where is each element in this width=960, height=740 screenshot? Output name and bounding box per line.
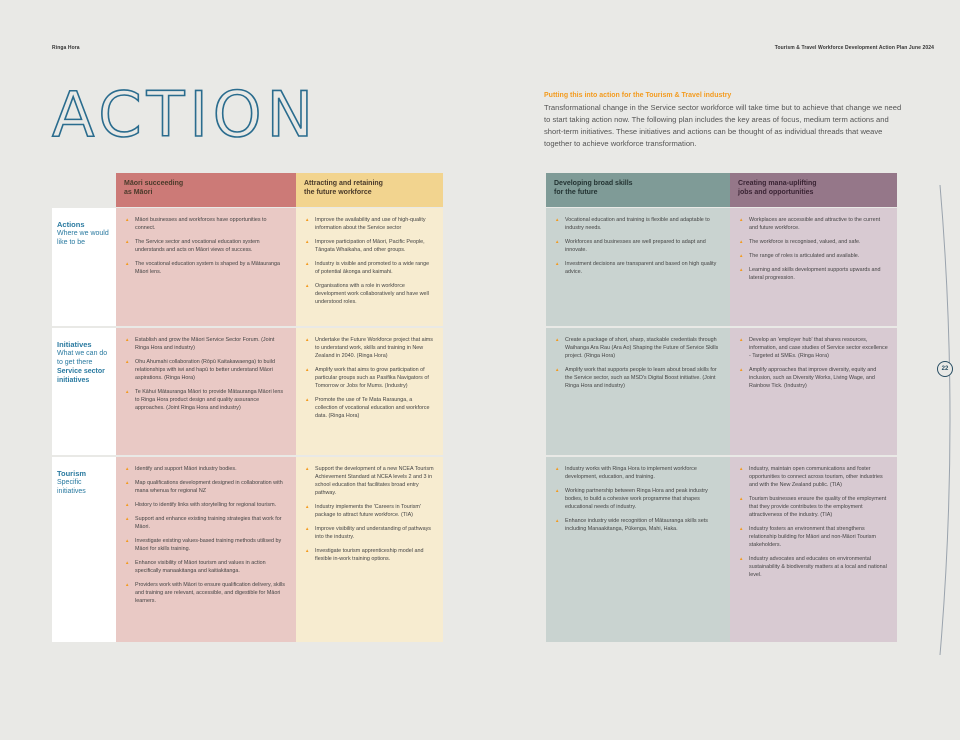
cell-initiatives-attracting xyxy=(296,328,443,455)
list-item: ▲ Identify and support Māori industry bodies. xyxy=(125,465,287,473)
list-item: ▲ Amplify approaches that improve diversity, equity and inclusion, such as Diversity Works, Living Wage, and Rainbow Tick. (Industry) xyxy=(739,366,888,390)
list-item: ▲ Improve visibility and understanding of pathways into the industry. xyxy=(305,525,434,541)
list-item: ▲ Tourism businesses ensure the quality of the employment that they provide contributes to the employment attractiveness of the industry. (TIA) xyxy=(739,495,888,519)
list-item: ▲ Investment decisions are transparent and based on high quality advice. xyxy=(555,260,721,276)
list-item: ▲ Improve participation of Māori, Pacific People, Tāngata Whaikaha, and other groups. xyxy=(305,238,434,254)
column-header-jobs-line2: jobs and opportunities xyxy=(738,189,814,196)
list-item: ▲ Industry fosters an environment that strengthens relationship building for Māori and non-Māori Tourism stakeholders. xyxy=(739,525,888,549)
list-item: ▲ History to identify links with storytelling for regional tourism. xyxy=(125,501,287,509)
list-item: ▲ Enhance visibility of Māori tourism and values in action specifically manaakitanga and kaitiakitanga. xyxy=(125,559,287,575)
row-label-tourism xyxy=(52,457,116,642)
row-initiatives-subtitle: What we can do to get there xyxy=(57,350,108,366)
column-header-maori-line1: Māori succeeding xyxy=(124,180,184,187)
list-item: ▲ Industry implements the 'Careers in Tourism' package to attract future workforce. (TIA) xyxy=(305,503,434,519)
list-item: ▲ Te Kāhui Mātauranga Māori to provide Mātauranga Māori lens to Ringa Hora product design and quality assurance approaches. (Joint Ringa Hora and industry) xyxy=(125,388,287,412)
list-item: ▲ Providers work with Māori to ensure qualification delivery, skills and training are relevant, accessible, and digestible for Māori learners. xyxy=(125,581,287,605)
list-item: ▲ Industry advocates and educates on environmental sustainability & biodiversity matters at a local and national level. xyxy=(739,555,888,579)
cell-tourism-maori xyxy=(116,457,296,642)
cell-tourism-jobs xyxy=(730,457,897,642)
cell-initiatives-jobs xyxy=(730,328,897,455)
list-item: ▲ Investigate tourism apprenticeship model and flexible in-work training options. xyxy=(305,547,434,563)
page-number-badge xyxy=(937,361,953,377)
list-item: ▲ Organisations with a role in workforce development work collaboratively and have well understood roles. xyxy=(305,282,434,306)
list-item: ▲ Map qualifications development designed in collaboration with mana whenua for regional NZ xyxy=(125,479,287,495)
cell-actions-maori xyxy=(116,208,296,326)
column-header-attracting-line2: the future workforce xyxy=(304,189,372,196)
list-item: ▲ Industry is visible and promoted to a wide range of potential ākonga and kaimahi. xyxy=(305,260,434,276)
cell-initiatives-skills xyxy=(546,328,730,455)
header-right: Tourism & Travel Workforce Development Action Plan June 2024 xyxy=(774,45,934,51)
list-item: ▲ Improve the availability and use of high-quality information about the Service sector xyxy=(305,216,434,232)
list-item: ▲ Workplaces are accessible and attractive to the current and future workforce. xyxy=(739,216,888,232)
cell-actions-skills xyxy=(546,208,730,326)
cell-tourism-skills xyxy=(546,457,730,642)
list-item: ▲ Promote the use of Te Mata Raraunga, a collection of vocational education and workforce data. (Ringa Hora) xyxy=(305,396,434,420)
list-item: ▲ Māori businesses and workforces have opportunities to connect. xyxy=(125,216,287,232)
cell-initiatives-maori xyxy=(116,328,296,455)
row-actions-subtitle: Where we would like to be xyxy=(57,230,109,246)
row-label-initiatives xyxy=(52,328,116,455)
list-item: ▲ The range of roles is articulated and available. xyxy=(739,252,888,260)
row-initiatives-title2: Service sector initiatives xyxy=(57,368,105,384)
page-title: ACTION xyxy=(52,78,318,151)
list-item: ▲ Undertake the Future Workforce project that aims to understand work, skills and training in New Zealand in 2040. (Ringa Hora) xyxy=(305,336,434,360)
list-item: ▲ Ohu Ahumahi collaboration (Rōpū Kaitakawaenga) to build relationships with iwi and hapū to better understand Māori aspirations. (Ringa Hora) xyxy=(125,358,287,382)
column-header-jobs-line1: Creating mana-uplifting xyxy=(738,180,817,187)
page-number: 22 xyxy=(941,366,949,372)
row-tourism-subtitle: Specific initiatives xyxy=(57,479,86,495)
cell-tourism-attracting xyxy=(296,457,443,642)
column-header-attracting-line1: Attracting and retaining xyxy=(304,180,383,187)
list-item: ▲ Vocational education and training is flexible and adaptable to industry needs. xyxy=(555,216,721,232)
list-item: ▲ Amplify work that aims to grow participation of particular groups such as Pasifika Navigators of Tomorrow or Jobs for Mums. (Industry) xyxy=(305,366,434,390)
intro-section xyxy=(544,92,906,150)
list-item: ▲ Support the development of a new NCEA Tourism Achievement Standard at NCEA levels 2 and 3 in school education that facilitates broad entry pathway. xyxy=(305,465,434,497)
column-header-maori-line2: as Māori xyxy=(124,189,153,196)
list-item: ▲ The Service sector and vocational education system understands and acts on Māori views of success. xyxy=(125,238,287,254)
list-item: ▲ Create a package of short, sharp, stackable credentials through Waihanga Ara Rau (Ara Ao) Shaping the Future of Service Skills project. (Ringa Hora) xyxy=(555,336,721,360)
column-header-maori xyxy=(116,173,296,207)
list-item: ▲ The vocational education system is shaped by a Mātauranga Māori lens. xyxy=(125,260,287,276)
row-actions-title: Actions xyxy=(57,220,85,229)
intro-heading: Putting this into action for the Tourism & Travel industry xyxy=(544,92,732,99)
column-header-skills-line2: for the future xyxy=(554,189,598,196)
list-item: ▲ Workforces and businesses are well prepared to adapt and innovate. xyxy=(555,238,721,254)
list-item: ▲ Industry works with Ringa Hora to implement workforce development, education, and training. xyxy=(555,465,721,481)
column-header-attracting xyxy=(296,173,443,207)
page-edge-arc xyxy=(920,180,960,660)
row-label-actions xyxy=(52,208,116,326)
column-header-jobs xyxy=(730,173,897,207)
list-item: ▲ Establish and grow the Māori Service Sector Forum. (Joint Ringa Hora and industry) xyxy=(125,336,287,352)
column-header-skills-line1: Developing broad skills xyxy=(554,180,633,187)
cell-actions-jobs xyxy=(730,208,897,326)
list-item: ▲ Investigate existing values-based training methods utilised by Māori for skills training. xyxy=(125,537,287,553)
list-item: ▲ The workforce is recognised, valued, and safe. xyxy=(739,238,888,246)
cell-actions-attracting xyxy=(296,208,443,326)
header-left: Ringa Hora xyxy=(52,45,80,51)
list-item: ▲ Support and enhance existing training strategies that work for Māori. xyxy=(125,515,287,531)
column-header-skills xyxy=(546,173,730,207)
intro-body: Transformational change in the Service sector workforce will take time but to achieve that change we need to start taking action now. The following plan includes the key areas of focus, medium term actions and short-term initiatives. These initiatives and actions can be thought of as individual threads that weave together to achieve workforce transformation. xyxy=(544,103,902,148)
list-item: ▲ Amplify work that supports people to learn about broad skills for the Service sector, such as MSD's Digital Boost initiative. (Joint Ringa Hora and industry) xyxy=(555,366,721,390)
list-item: ▲ Industry, maintain open communications and foster opportunities to connect across tourism, other industries and with the New Zealand public. (TIA) xyxy=(739,465,888,489)
list-item: ▲ Develop an 'employer hub' that shares resources, information, and case studies of Service sector excellence - Targeted at SMEs. (Ringa Hora) xyxy=(739,336,888,360)
list-item: ▲ Enhance industry wide recognition of Mātauranga skills sets including Manaakitanga, Pūkenga, Mahi, Haka. xyxy=(555,517,721,533)
row-tourism-title: Tourism xyxy=(57,469,87,478)
row-initiatives-title: Initiatives xyxy=(57,340,92,349)
list-item: ▲ Working partnership between Ringa Hora and peak industry bodies, to build a cohesive work programme that shapes educational needs of industry. xyxy=(555,487,721,511)
list-item: ▲ Learning and skills development supports upwards and lateral progression. xyxy=(739,266,888,282)
